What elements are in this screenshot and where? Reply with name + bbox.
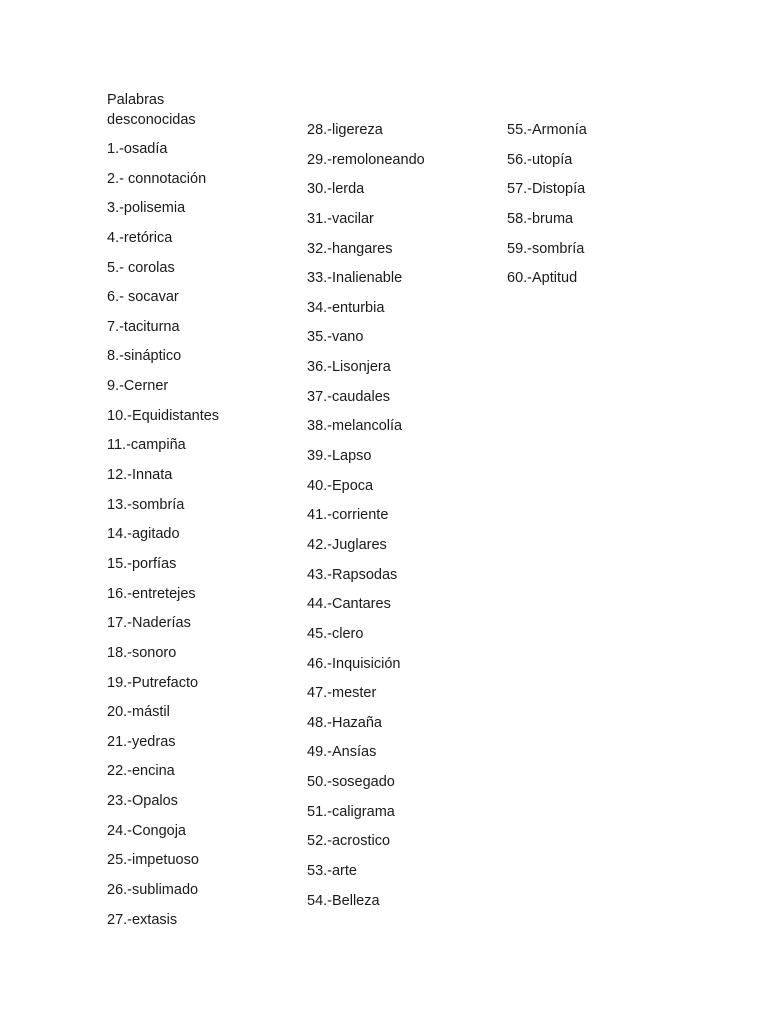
word-column-3 [507,120,587,298]
word-list-item: 24.-Congoja [107,822,186,839]
word-list-item: 44.-Cantares [307,596,391,613]
word-list-item: 13.-sombría [107,496,185,513]
word-list-item: 32.-hangares [307,240,393,257]
word-list-item: 27.-extasis [107,911,178,928]
word-list-item: 23.-Opalos [107,793,178,810]
word-list-item: 29.-remoloneando [307,151,425,168]
word-list-item: 16.-entretejes [107,585,196,602]
word-list-item: 38.-melancolía [307,418,403,435]
word-list-item: 33.-Inalienable [307,270,403,287]
word-list-item: 30.-lerda [307,181,365,198]
word-list-item: 42.-Juglares [307,536,387,553]
word-list-item: 26.-sublimado [107,882,199,899]
word-list-item: 55.-Armonía [507,122,587,138]
word-list-item: 9.-Cerner [107,378,169,395]
word-list-item: 39.-Lapso [307,448,372,465]
word-list-item: 3.-polisemia [107,200,186,217]
word-list-item: 47.-mester [307,685,377,702]
word-column-2 [307,120,425,920]
word-list-item: 58.-bruma [507,210,574,227]
word-list-item: 18.-sonoro [107,644,177,661]
word-list-item: 51.-caligrama [307,803,395,820]
word-list-item: 54.-Belleza [307,892,380,909]
word-list-item: 43.-Rapsodas [307,566,398,583]
document-title: Palabras desconocidas [107,92,196,128]
word-list-item: 57.-Distopía [507,181,586,198]
word-list-item: 31.-vacilar [307,210,374,227]
word-list-item: 19.-Putrefacto [107,674,199,691]
word-list-item: 22.-encina [107,763,175,780]
word-list-item: 10.-Equidistantes [107,407,220,424]
word-list-item: 21.-yedras [107,733,176,750]
word-column-1 [107,139,219,939]
word-list-item: 49.-Ansías [307,744,377,761]
word-list-item: 25.-impetuoso [107,852,199,869]
word-list-item: 4.-retórica [107,229,173,246]
word-list-item: 1.-osadía [107,141,168,157]
word-list-item: 59.-sombría [507,240,585,257]
word-list-item: 8.-sináptico [107,348,182,365]
word-list-item: 56.-utopía [507,151,573,168]
word-list-item: 45.-clero [307,625,364,642]
word-list-item: 11.-campiña [107,437,186,454]
word-list-item: 53.-arte [307,863,357,880]
word-list-item: 14.-agitado [107,526,180,543]
word-list-item: 20.-mástil [107,704,170,721]
word-list-item: 5.- corolas [107,259,175,276]
word-list-item: 12.-Innata [107,467,173,484]
word-list-item: 48.-Hazaña [307,714,382,731]
word-list-item: 2.- connotación [107,170,207,187]
word-list-item: 17.-Naderías [107,615,191,632]
word-list-item: 28.-ligereza [307,122,383,138]
word-list-item: 41.-corriente [307,507,389,524]
word-list-item: 36.-Lisonjera [307,359,391,376]
word-list-item: 34.-enturbia [307,299,385,316]
word-list-item: 40.-Epoca [307,477,374,494]
word-list-item: 37.-caudales [307,388,391,405]
word-list-item: 15.-porfías [107,555,177,572]
word-list-item: 60.-Aptitud [507,270,578,287]
word-list-item: 35.-vano [307,329,364,346]
word-list-item: 7.-taciturna [107,318,180,335]
word-list-item: 50.-sosegado [307,774,395,791]
word-list-item: 46.-Inquisición [307,655,401,672]
word-list-item: 52.-acrostico [307,833,391,850]
word-list-item: 6.- socavar [107,289,179,306]
